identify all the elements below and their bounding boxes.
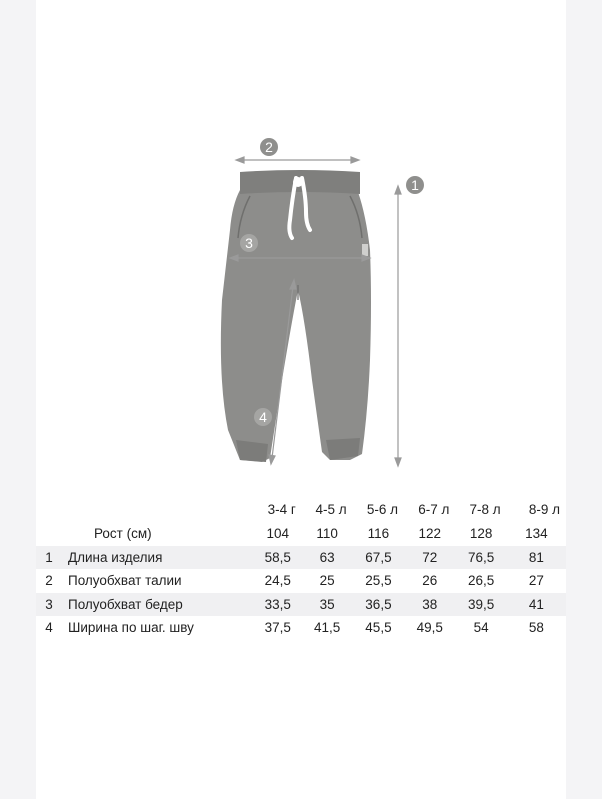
row-label: Ширина по шаг. шву — [68, 620, 194, 636]
table-cell: 54 — [473, 620, 489, 636]
svg-text:2: 2 — [265, 139, 273, 155]
waist-arrow-right — [351, 157, 359, 163]
table-cell: 25,5 — [365, 573, 392, 589]
row-label: Длина изделия — [62, 546, 254, 570]
size-header-cell: 3-4 г — [267, 501, 296, 517]
row-number: 1 — [36, 546, 62, 570]
table-cell: 27 — [528, 573, 544, 589]
row-label: Рост (см) — [94, 526, 152, 542]
table-cell: 49,5 — [416, 620, 443, 636]
row-label: Полуобхват талии — [68, 573, 182, 589]
marker-2 — [260, 138, 278, 156]
size-header-cell: 8-9 л — [528, 501, 560, 517]
svg-text:4: 4 — [259, 409, 267, 425]
table-cell: 76,5 — [455, 546, 506, 570]
table-cell: 37,5 — [264, 620, 291, 636]
length-arrow-top — [395, 186, 401, 194]
table-cell: 26,5 — [467, 573, 495, 589]
svg-text:1: 1 — [411, 177, 419, 193]
table-row — [36, 616, 566, 640]
table-cell: 72 — [404, 546, 455, 570]
size-header-cell: 4-5 л — [315, 501, 347, 517]
row-number: 3 — [36, 593, 62, 617]
size-header-row — [36, 492, 566, 522]
size-header-cell: 6-7 л — [418, 501, 450, 517]
size-header-cell: 7-8 л — [469, 501, 501, 517]
table-cell: 81 — [507, 546, 566, 570]
table-cell: 25 — [319, 573, 335, 589]
size-table — [36, 492, 566, 640]
length-arrow-bottom — [395, 458, 401, 466]
marker-3 — [240, 234, 258, 252]
table-cell: 35 — [301, 593, 352, 617]
drawstring-knot — [293, 177, 303, 187]
table-cell: 41,5 — [313, 620, 341, 636]
table-cell: 39,5 — [455, 593, 506, 617]
table-row — [36, 569, 566, 593]
height-row — [36, 522, 566, 546]
waist-arrow-left — [236, 157, 244, 163]
table-cell: 41 — [507, 593, 566, 617]
table-cell: 116 — [367, 526, 390, 542]
table-row — [36, 546, 566, 570]
table-cell: 58,5 — [254, 546, 301, 570]
table-cell: 33,5 — [254, 593, 301, 617]
table-cell: 36,5 — [353, 593, 404, 617]
pants-shape — [221, 176, 371, 462]
marker-1 — [406, 176, 424, 194]
pants-image — [221, 170, 371, 462]
table-cell: 38 — [404, 593, 455, 617]
table-cell: 63 — [301, 546, 352, 570]
table-cell: 26 — [422, 573, 438, 589]
table-cell: 67,5 — [353, 546, 404, 570]
table-row — [36, 593, 566, 617]
row-number: 2 — [45, 573, 53, 589]
table-cell: 134 — [525, 526, 548, 542]
table-cell: 110 — [316, 526, 338, 542]
svg-text:3: 3 — [245, 235, 253, 251]
inseam-arrow-bottom — [269, 455, 275, 464]
row-label: Полуобхват бедер — [62, 593, 254, 617]
table-cell: 24,5 — [264, 573, 291, 589]
side-tag — [362, 244, 368, 256]
marker-4 — [254, 408, 272, 426]
table-cell: 104 — [266, 526, 289, 542]
table-cell: 122 — [418, 526, 442, 542]
table-cell: 128 — [469, 526, 493, 542]
row-number: 4 — [45, 620, 53, 636]
table-cell: 45,5 — [365, 620, 392, 636]
table-cell: 58 — [528, 620, 544, 636]
size-header-cell: 5-6 л — [366, 501, 399, 517]
